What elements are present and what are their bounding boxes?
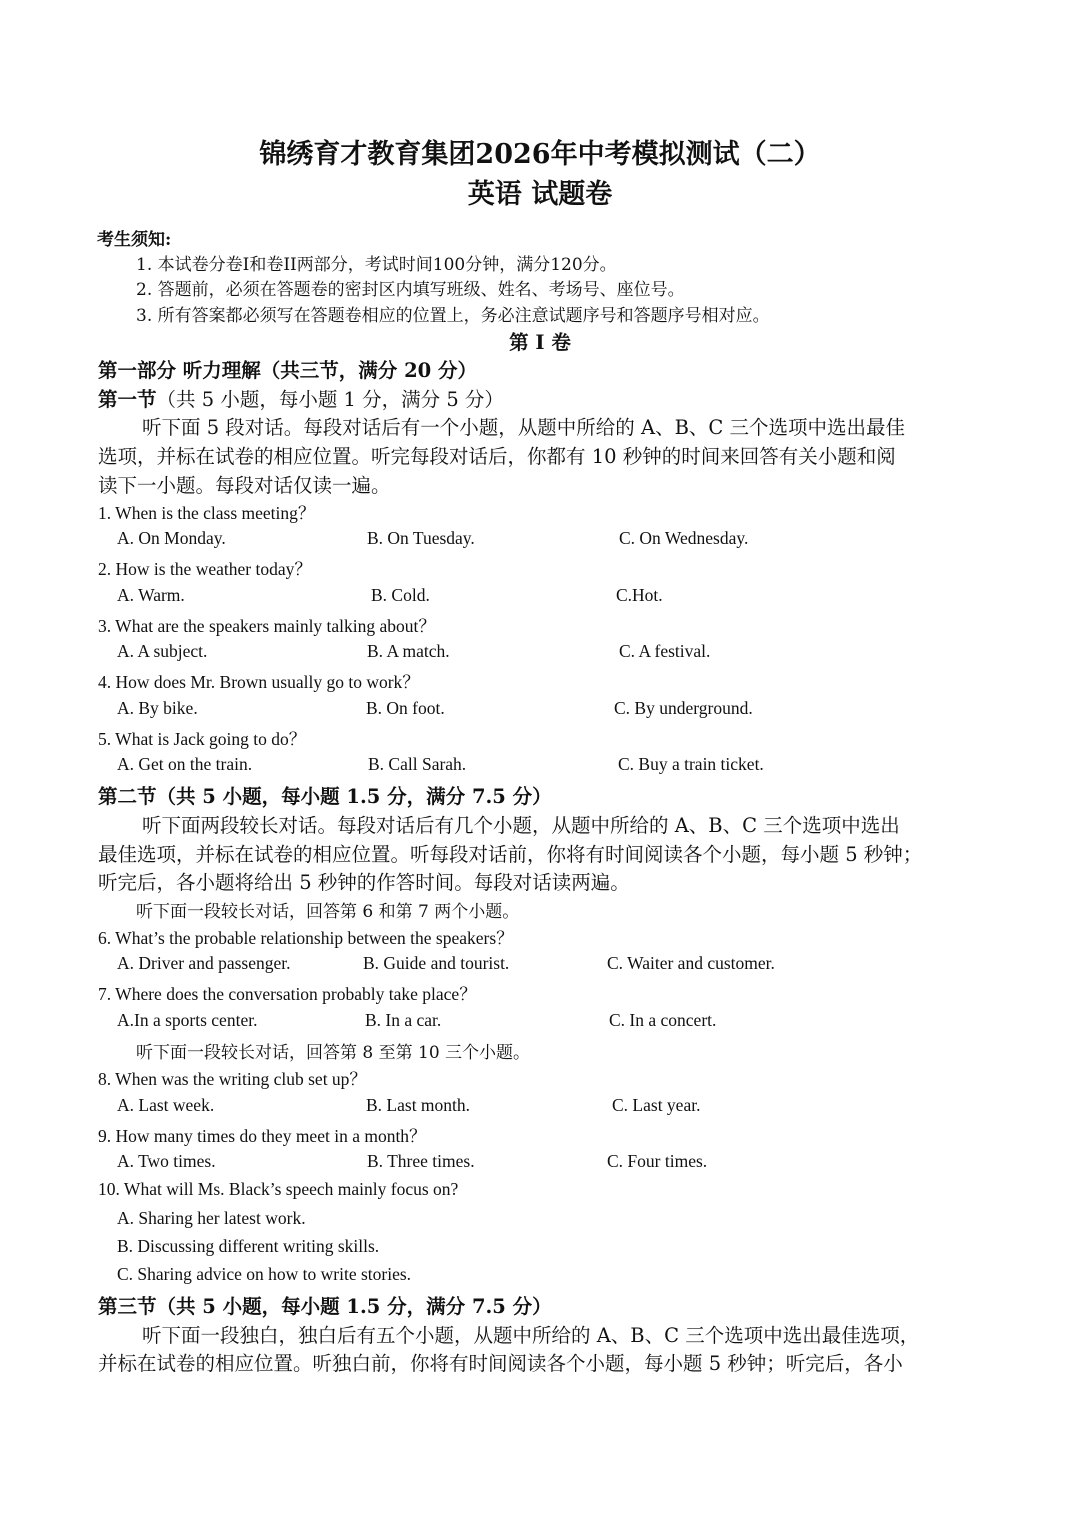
instruction-line: 并标在试卷的相应位置。听独白前，你将有时间阅读各个小题，每小题 5 秒钟；听完后，各小 (98, 1352, 903, 1375)
instruction-line: 最佳选项，并标在试卷的相应位置。听每段对话前，你将有时间阅读各个小题，每小题 5 秒钟； (98, 843, 923, 866)
option-a: A. Get on the train. (117, 754, 253, 774)
option-b: B. Cold. (371, 585, 430, 605)
option-b: B. On foot. (366, 698, 445, 718)
section2-heading: 第二节（共 5 小题，每小题 1.5 分，满分 7.5 分） (98, 785, 552, 808)
option-b: B. Last month. (366, 1095, 471, 1115)
section3-heading: 第三节（共 5 小题，每小题 1.5 分，满分 7.5 分） (98, 1295, 552, 1318)
question: 9. How many times do they meet in a month？ (98, 1126, 427, 1146)
volume-title: 第 I 卷 (509, 331, 571, 354)
option-a: A. Driver and passenger. (117, 953, 291, 973)
question: 10. What will Ms. Black’s speech mainly focus on? (98, 1179, 459, 1199)
instruction-line: 听下面 5 段对话。每段对话后有一个小题，从题中所给的 A、B、C 三个选项中选出最佳 (142, 416, 906, 439)
option-b: B. In a car. (365, 1010, 442, 1030)
option-a: A. Sharing her latest work. (117, 1208, 306, 1228)
option-b: B. On Tuesday. (367, 528, 475, 548)
section1-heading-detail: （共 5 小题，每小题 1 分，满分 5 分） (156, 388, 504, 411)
question: 4. How does Mr. Brown usually go to work？ (98, 672, 420, 692)
notice-heading: 考生须知: (97, 230, 172, 250)
question: 7. Where does the conversation probably take place？ (98, 984, 477, 1004)
option-c: C. A festival. (619, 641, 711, 661)
option-c: C. Sharing advice on how to write stories. (117, 1264, 412, 1284)
option-c: C. By underground. (614, 698, 753, 718)
option-b: B. Three times. (367, 1151, 475, 1171)
question: 6. What’s the probable relationship between the speakers？ (98, 928, 514, 948)
option-c: C. Last year. (612, 1095, 701, 1115)
notice-item: 1. 本试卷分卷I和卷II两部分，考试时间100分钟，满分120分。 (136, 255, 617, 275)
question: 2. How is the weather today？ (98, 559, 312, 579)
question: 8. When was the writing club set up？ (98, 1069, 367, 1089)
option-c: C. Buy a train ticket. (618, 754, 764, 774)
option-b: B. Guide and tourist. (363, 953, 510, 973)
exam-subtitle: 英语 试题卷 (467, 179, 613, 210)
instruction-line: 听下面一段独白，独白后有五个小题，从题中所给的 A、B、C 三个选项中选出最佳选项， (142, 1324, 920, 1347)
option-b: B. A match. (367, 641, 450, 661)
notice-item: 3. 所有答案都必须写在答题卷相应的位置上，务必注意试题序号和答题序号相对应。 (136, 306, 770, 326)
notice-item: 2. 答题前，必须在答题卷的密封区内填写班级、姓名、考场号、座位号。 (136, 280, 685, 300)
section1-heading-label: 第一节 (98, 388, 157, 411)
option-b: B. Discussing different writing skills. (117, 1236, 380, 1256)
sub-instruction: 听下面一段较长对话，回答第 8 至第 10 三个小题。 (136, 1043, 531, 1063)
option-c: C. On Wednesday. (619, 528, 749, 548)
instruction-line: 听下面两段较长对话。每段对话后有几个小题，从题中所给的 A、B、C 三个选项中选出 (142, 814, 900, 837)
option-a: A. Warm. (117, 585, 185, 605)
question: 5. What is Jack going to do？ (98, 729, 307, 749)
option-a: A. Last week. (117, 1095, 215, 1115)
option-a: A. Two times. (117, 1151, 216, 1171)
option-a: A.In a sports center. (117, 1010, 258, 1030)
instruction-line: 读下一小题。每段对话仅读一遍。 (98, 474, 391, 497)
part1-heading: 第一部分 听力理解（共三节，满分 20 分） (98, 359, 478, 382)
option-c: C. In a concert. (609, 1010, 717, 1030)
option-a: A. A subject. (117, 641, 208, 661)
question: 3. What are the speakers mainly talking about？ (98, 616, 436, 636)
instruction-line: 选项，并标在试卷的相应位置。听完每段对话后，你都有 10 秒钟的时间来回答有关小题和阅 (98, 445, 896, 468)
option-a: A. By bike. (117, 698, 198, 718)
section1-heading (98, 384, 504, 412)
instruction-line: 听完后，各小题将给出 5 秒钟的作答时间。每段对话读两遍。 (98, 871, 630, 894)
option-c: C.Hot. (616, 585, 663, 605)
exam-title: 锦绣育才教育集团2026年中考模拟测试（二） (259, 139, 821, 170)
question: 1. When is the class meeting？ (98, 503, 316, 523)
option-c: C. Four times. (607, 1151, 708, 1171)
option-c: C. Waiter and customer. (607, 953, 775, 973)
option-b: B. Call Sarah. (368, 754, 467, 774)
option-a: A. On Monday. (117, 528, 226, 548)
sub-instruction: 听下面一段较长对话，回答第 6 和第 7 两个小题。 (136, 902, 520, 922)
